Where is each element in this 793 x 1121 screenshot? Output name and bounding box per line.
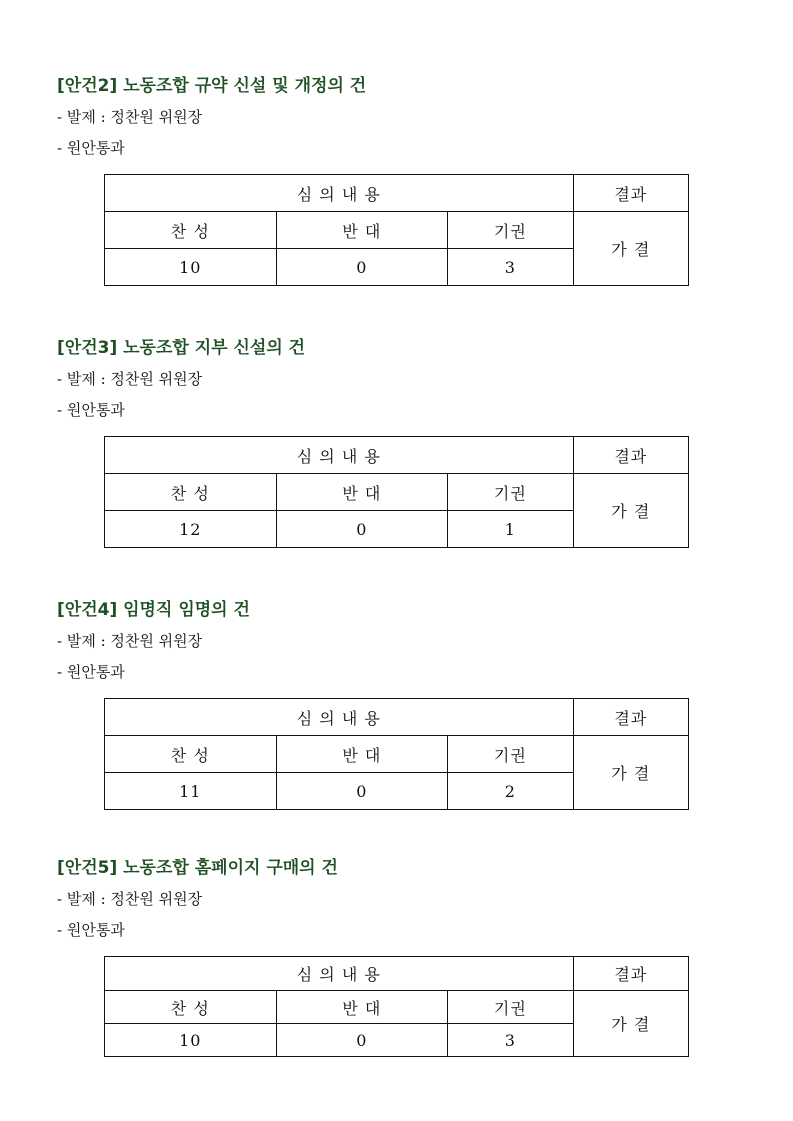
approve-count: 12: [105, 511, 277, 548]
approve-count: 11: [105, 773, 277, 810]
vote-table: [104, 174, 689, 286]
approve-count: 10: [105, 1024, 277, 1057]
abstain-header: 기권: [448, 474, 573, 511]
deliberation-header: 심 의 내 용: [105, 957, 574, 991]
oppose-count: 0: [276, 773, 448, 810]
deliberation-header: 심 의 내 용: [105, 175, 574, 212]
approve-header: 찬 성: [105, 991, 277, 1024]
abstain-count: 1: [448, 511, 573, 548]
vote-table: [104, 698, 689, 810]
deliberation-header: 심 의 내 용: [105, 437, 574, 474]
result-header: 결과: [573, 957, 688, 991]
oppose-count: 0: [276, 1024, 448, 1057]
result-header: 결과: [573, 699, 688, 736]
oppose-header: 반 대: [276, 212, 448, 249]
agenda-title: [안건2] 노동조합 규약 신설 및 개정의 건: [57, 76, 367, 96]
oppose-count: 0: [276, 511, 448, 548]
oppose-header: 반 대: [276, 736, 448, 773]
agenda-presenter: - 발제 : 정찬원 위원장: [57, 108, 203, 126]
vote-table: [104, 956, 689, 1057]
result-value: 가 결: [573, 991, 688, 1057]
abstain-header: 기권: [448, 212, 573, 249]
agenda-outcome: - 원안통과: [57, 921, 125, 939]
agenda-presenter: - 발제 : 정찬원 위원장: [57, 890, 203, 908]
agenda-outcome: - 원안통과: [57, 139, 125, 157]
result-header: 결과: [573, 437, 688, 474]
abstain-count: 3: [448, 1024, 573, 1057]
oppose-count: 0: [276, 249, 448, 286]
result-value: 가 결: [573, 736, 688, 810]
approve-header: 찬 성: [105, 474, 277, 511]
agenda-outcome: - 원안통과: [57, 401, 125, 419]
agenda-title: [안건3] 노동조합 지부 신설의 건: [57, 338, 306, 358]
agenda-title: [안건4] 임명직 임명의 건: [57, 600, 250, 620]
approve-count: 10: [105, 249, 277, 286]
agenda-presenter: - 발제 : 정찬원 위원장: [57, 632, 203, 650]
result-value: 가 결: [573, 212, 688, 286]
approve-header: 찬 성: [105, 736, 277, 773]
agenda-outcome: - 원안통과: [57, 663, 125, 681]
deliberation-header: 심 의 내 용: [105, 699, 574, 736]
abstain-header: 기권: [448, 991, 573, 1024]
abstain-header: 기권: [448, 736, 573, 773]
agenda-title: [안건5] 노동조합 홈페이지 구매의 건: [57, 858, 338, 878]
result-header: 결과: [573, 175, 688, 212]
abstain-count: 3: [448, 249, 573, 286]
approve-header: 찬 성: [105, 212, 277, 249]
abstain-count: 2: [448, 773, 573, 810]
oppose-header: 반 대: [276, 991, 448, 1024]
result-value: 가 결: [573, 474, 688, 548]
agenda-presenter: - 발제 : 정찬원 위원장: [57, 370, 203, 388]
vote-table: [104, 436, 689, 548]
oppose-header: 반 대: [276, 474, 448, 511]
